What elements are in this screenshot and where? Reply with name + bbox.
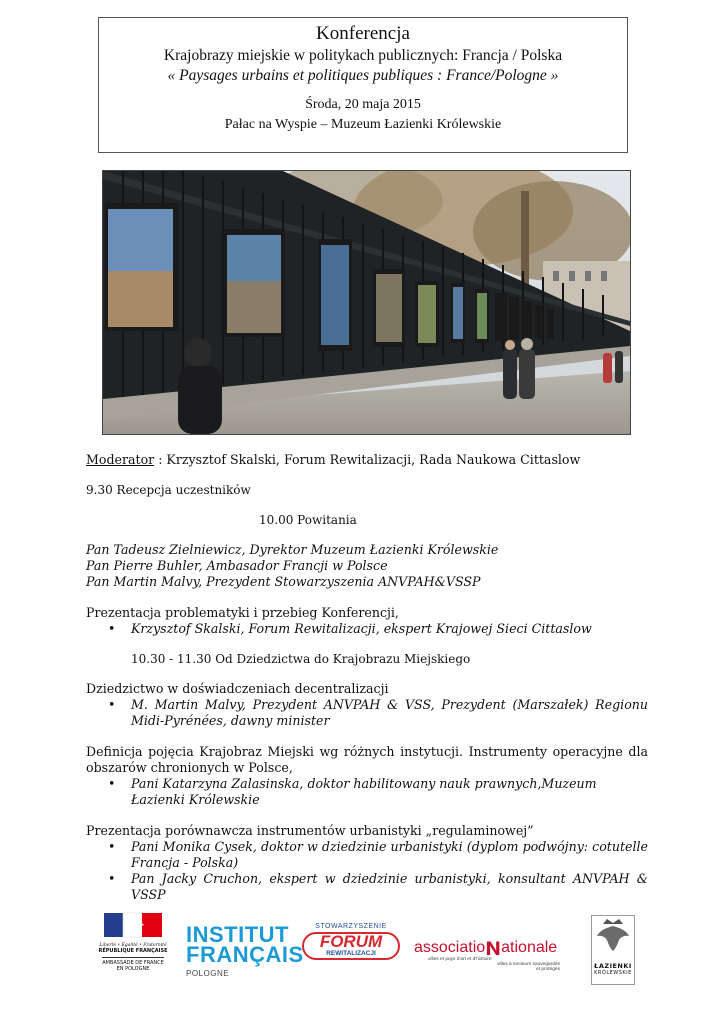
conference-place: Pałac na Wyspie – Muzeum Łazienki Królewskie: [224, 117, 502, 132]
session-heading: 10.30 - 11.30 Od Dziedzictwa do Krajobrazu Miejskiego: [131, 652, 471, 666]
reception-line: 9.30 Recepcja uczestników: [86, 483, 251, 497]
institut-francais-logo: [186, 922, 304, 985]
lazienki-line1: ŁAZIENKI: [594, 962, 632, 970]
association-small2: villes à secteurs sauvegardés: [497, 962, 560, 967]
forum-rewitalizacji-logo: [296, 923, 406, 983]
topic3-speaker: • Pani Monika Cysek, doktor w dziedzinie urbanistyki (dyplom podwójny: cotutelle Francja - Polska): [86, 839, 648, 871]
conference-subtitle-fr: « Paysages urbains et politiques publiques : France/Pologne »: [167, 67, 559, 84]
lazienki-line2: KRÓLEWSKIE: [594, 970, 632, 976]
topic2-speaker: • Pani Katarzyna Zalasinska, doktor habilitowany nauk prawnych,Muzeum Łazienki Królewskie: [86, 776, 648, 808]
embassy-republique: RÉPUBLIQUE FRANÇAISE: [98, 948, 168, 954]
association-n-glyph: ɴ: [485, 931, 502, 961]
embassy-motto: Liberté • Égalité • Fraternité: [99, 943, 167, 948]
crown-eagle-icon: [592, 916, 634, 954]
topic3-heading: Prezentacja porównawcza instrumentów urbanistyki „regulaminowej”: [86, 823, 534, 838]
welcome-speaker: Pan Pierre Buhler, Ambasador Francji w Polsce: [86, 558, 388, 573]
institut-line3: POLOGNE: [186, 969, 230, 978]
program: [86, 452, 648, 903]
association-word1: associatio: [414, 939, 486, 956]
institut-line1: INSTITUT: [186, 922, 289, 947]
lazienki-logo: [591, 915, 635, 985]
association-small3: et protégés: [535, 967, 560, 972]
forum-bottom: REWITALIZACJI: [326, 950, 376, 957]
sponsor-logos: [96, 905, 636, 985]
institut-line2: FRANÇAIS: [186, 942, 304, 967]
welcome-speaker: Pan Tadeusz Zielniewicz, Dyrektor Muzeum Łazienki Królewskie: [86, 542, 499, 557]
conference-subtitle-pl: Krajobrazy miejskie w politykach publicznych: Francja / Polska: [163, 47, 563, 64]
embassy-country: EN POLOGNE: [116, 966, 150, 972]
fence-exhibition-illustration: [103, 171, 630, 434]
topic2-heading: Definicja pojęcia Krajobraz Miejski wg różnych instytucji. Instrumenty operacyjne dla obszarów chronionych w Polsce,: [86, 744, 648, 775]
french-embassy-logo: [96, 911, 170, 983]
forum-oval: [302, 932, 400, 960]
association-small1: villes et pays d'art et d'histoire: [428, 957, 492, 962]
moderator-label: Moderator: [86, 452, 155, 467]
conference-date: Środa, 20 maja 2015: [305, 97, 421, 112]
marianne-flag-icon: [96, 911, 170, 939]
intro-heading: Prezentacja problematyki i przebieg Konferencji,: [86, 605, 399, 620]
topic1-speaker: • M. Martin Malvy, Prezydent ANVPAH & VSS, Prezydent (Marszałek) Regionu Midi-Pyrénées, dawny minister: [86, 697, 648, 729]
conference-header: [98, 17, 628, 153]
exhibition-photo: [102, 170, 631, 435]
moderator-text: : Krzysztof Skalski, Forum Rewitalizacji, Rada Naukowa Cittaslow: [154, 452, 581, 467]
moderator-line: [86, 452, 648, 468]
welcome-heading: 10.00 Powitania: [259, 513, 357, 527]
topic1-heading: Dziedzictwo w doświadczeniach decentralizacji: [86, 681, 389, 696]
association-word2: ationale: [501, 939, 558, 956]
topic3-speaker: • Pan Jacky Cruchon, ekspert w dziedzinie urbanistyki, konsultant ANVPAH & VSSP: [86, 871, 648, 903]
conference-title: Konferencja: [316, 23, 410, 44]
intro-speaker: • Krzysztof Skalski, Forum Rewitalizacji, ekspert Krajowej Sieci Cittaslow: [86, 621, 648, 637]
forum-main: FORUM: [319, 932, 383, 951]
association-nationale-logo: [414, 931, 564, 983]
welcome-speaker: Pan Martin Malvy, Prezydent Stowarzyszenia ANVPAH&VSSP: [86, 574, 481, 589]
embassy-name: AMBASSADE DE FRANCE: [102, 960, 164, 966]
forum-top: STOWARZYSZENIE: [315, 923, 387, 930]
